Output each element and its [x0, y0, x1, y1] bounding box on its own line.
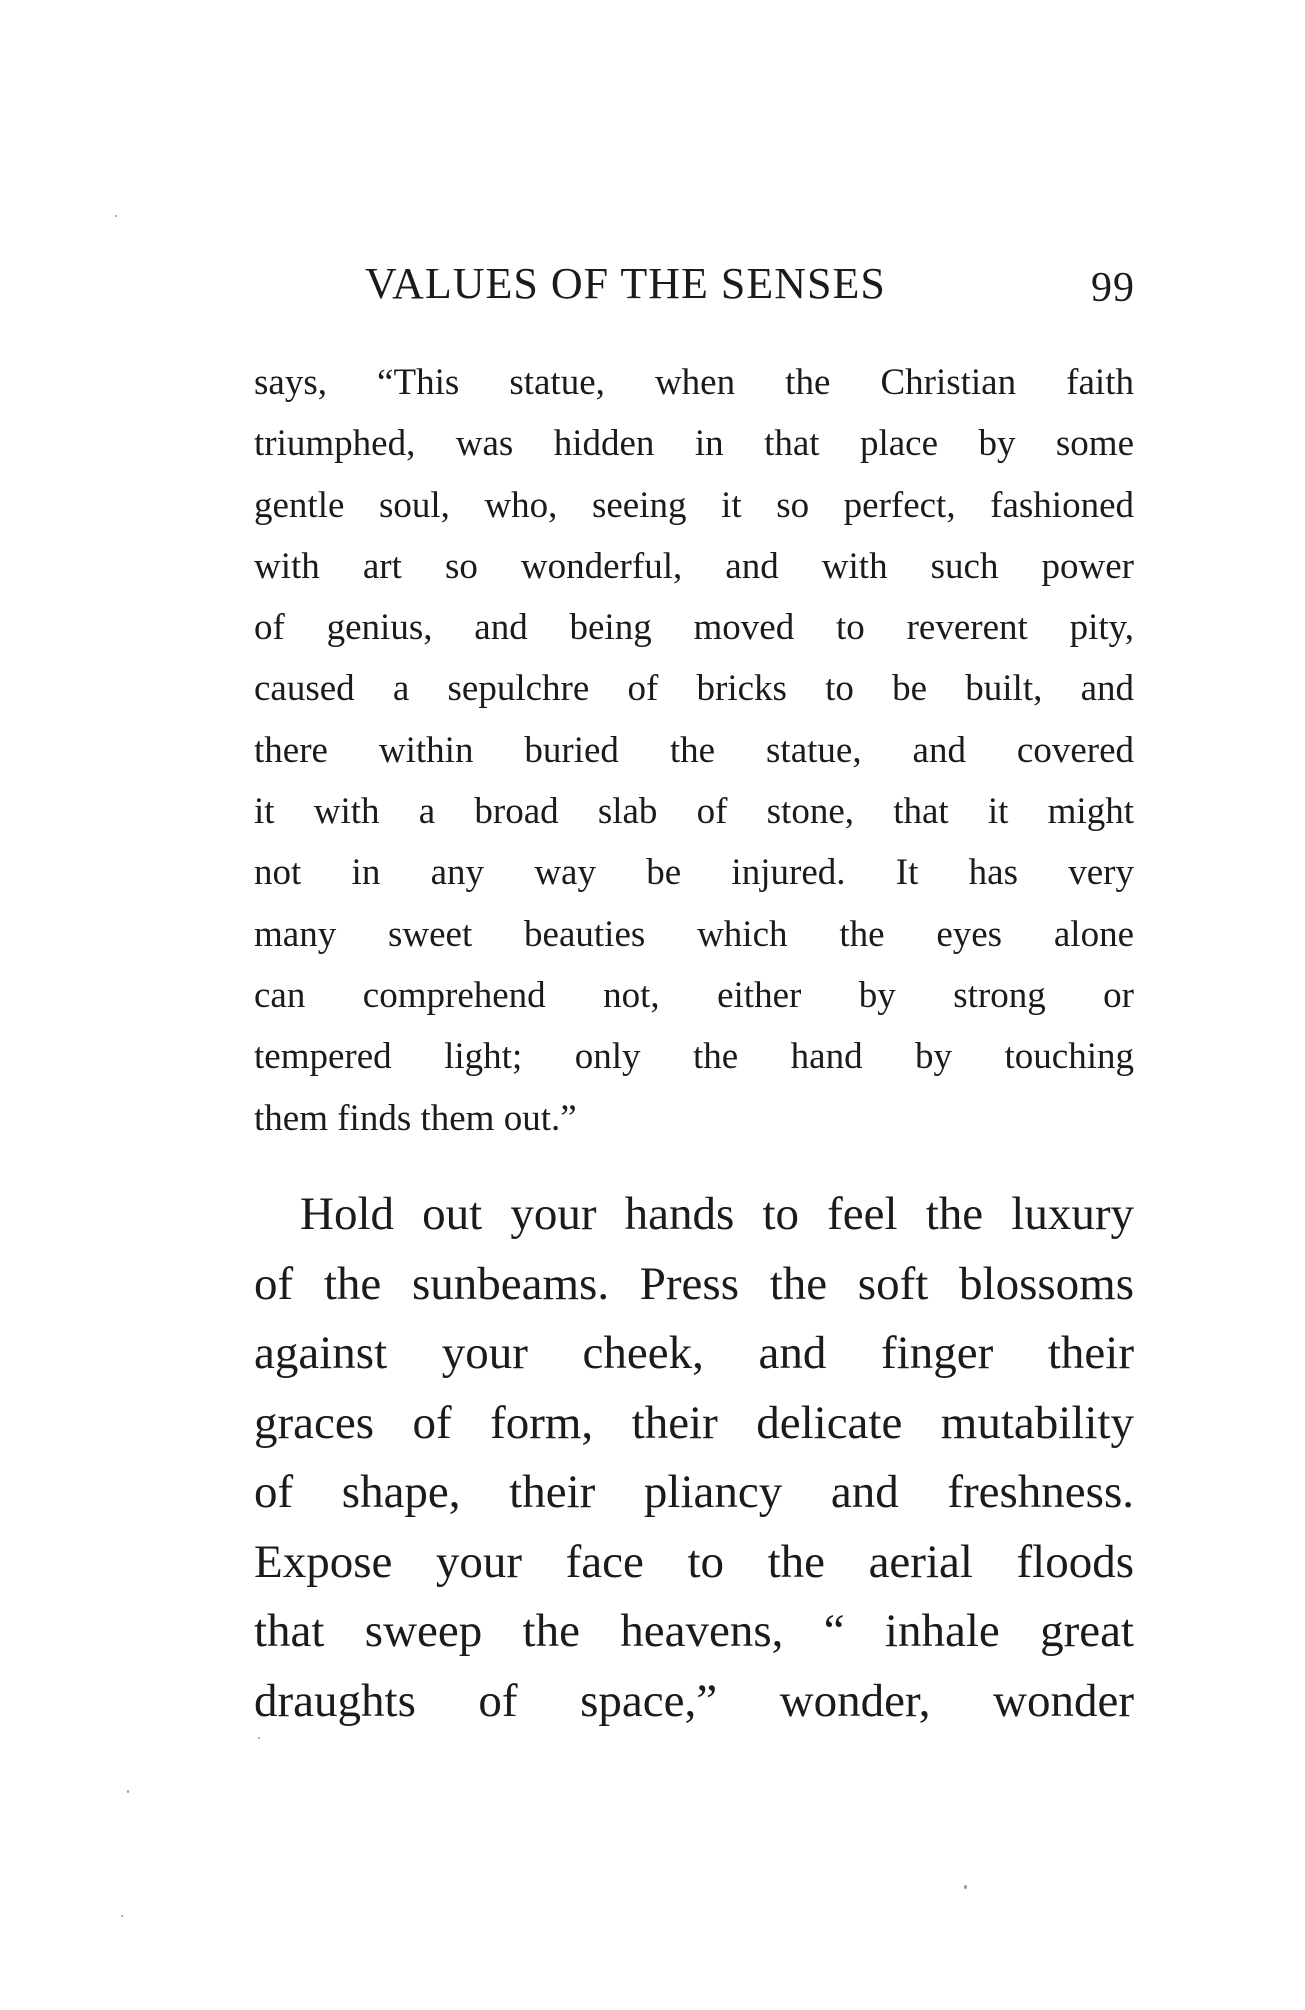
page-number: 99: [1091, 265, 1135, 311]
text-line: says, “This statue, when the Christian faith: [254, 362, 1134, 403]
text-line: graces of form, their delicate mutability: [254, 1396, 1134, 1449]
text-line: with art so wonderful, and with such power: [254, 545, 1134, 587]
text-line: can comprehend not, either by strong or: [254, 974, 1134, 1016]
paper-speck: [127, 1790, 129, 1793]
text-line: there within buried the statue, and covered: [254, 729, 1134, 771]
paper-speck: [258, 1737, 260, 1739]
text-line: them finds them out.”: [254, 1097, 577, 1139]
text-line: draughts of space,” wonder, wonder: [254, 1674, 1134, 1727]
text-line: against your cheek, and finger their: [254, 1327, 1134, 1379]
text-line: caused a sepulchre of bricks to be built, and: [254, 668, 1134, 710]
text-line: that sweep the heavens, “ inhale great: [254, 1605, 1134, 1657]
paper-speck: [115, 215, 117, 217]
text-line: Hold out your hands to feel the luxury: [300, 1188, 1134, 1240]
text-line: of the sunbeams. Press the soft blossoms: [254, 1257, 1134, 1310]
text-line: tempered light; only the hand by touching: [254, 1036, 1134, 1078]
text-line: many sweet beauties which the eyes alone: [254, 913, 1134, 955]
text-line: triumphed, was hidden in that place by some: [254, 423, 1134, 465]
paper-speck: [964, 1885, 967, 1889]
text-line: of shape, their pliancy and freshness.: [254, 1466, 1134, 1518]
text-line: it with a broad slab of stone, that it might: [254, 791, 1134, 833]
text-line: of genius, and being moved to reverent pity,: [254, 607, 1134, 649]
text-line: Expose your face to the aerial floods: [254, 1535, 1134, 1588]
main-paragraph: [254, 1180, 1134, 1736]
text-line: gentle soul, who, seeing it so perfect, fashioned: [254, 484, 1134, 526]
quote-paragraph: [254, 352, 1134, 1149]
paper-speck: [121, 1915, 123, 1917]
running-head: [365, 258, 1135, 318]
running-head-title: VALUES OF THE SENSES: [365, 259, 886, 308]
text-line: not in any way be injured. It has very: [254, 852, 1134, 894]
